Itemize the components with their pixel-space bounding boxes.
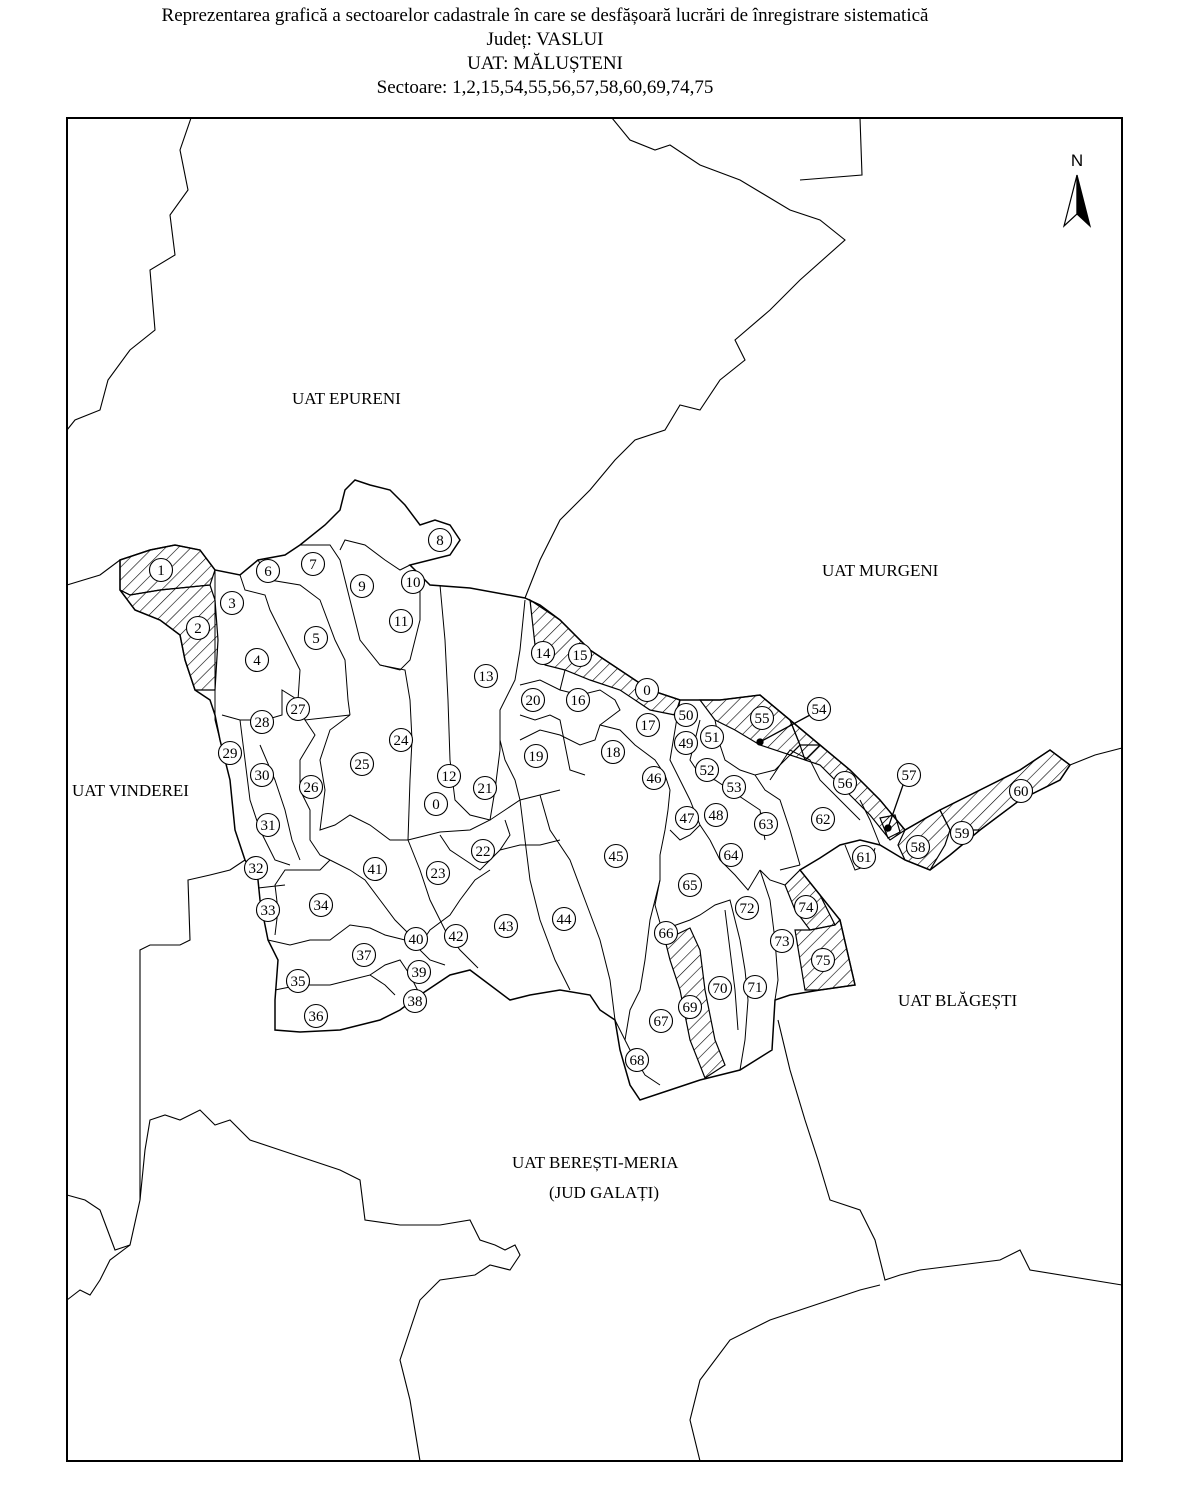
sector-number: 28	[254, 715, 270, 731]
sector-marker-71	[744, 976, 767, 999]
sector-number: 10	[405, 575, 421, 591]
sector-marker-61	[853, 846, 876, 869]
county-label: Județ: VASLUI	[486, 29, 604, 50]
sector-number: 31	[260, 818, 276, 834]
sector-marker-42	[445, 925, 468, 948]
sector-number: 74	[798, 900, 814, 916]
sector-marker-51	[701, 726, 724, 749]
sector-number: 5	[312, 631, 320, 647]
sector-marker-50	[675, 704, 698, 727]
sector-marker-25	[351, 753, 374, 776]
sector-number: 72	[739, 901, 755, 917]
sector-marker-49	[675, 732, 698, 755]
sector-marker-60	[1010, 780, 1033, 803]
sector-number: 14	[535, 646, 551, 662]
sector-marker-40	[405, 928, 428, 951]
sector-marker-75	[812, 949, 835, 972]
uat-blagesti-label: UAT BLĂGEȘTI	[898, 991, 1018, 1010]
sector-number: 44	[556, 912, 572, 928]
uat-beresti-county-label: (JUD GALAȚI)	[549, 1183, 660, 1202]
sector-marker-63	[755, 813, 778, 836]
sector-number: 75	[815, 953, 831, 969]
sector-marker-16	[567, 689, 590, 712]
sector-marker-15	[569, 644, 592, 667]
sector-number: 30	[254, 768, 270, 784]
sector-marker-28	[251, 711, 274, 734]
uat-vinderei-label: UAT VINDEREI	[72, 781, 189, 800]
sector-marker-26	[300, 776, 323, 799]
sector-number: 8	[436, 533, 444, 549]
sector-number: 58	[910, 840, 926, 856]
sector-number: 23	[430, 866, 446, 882]
sector-marker-0	[636, 679, 659, 702]
sector-marker-55	[751, 707, 774, 730]
sector-marker-70	[709, 977, 732, 1000]
sectors-list: Sectoare: 1,2,15,54,55,56,57,58,60,69,74,75	[376, 77, 714, 98]
sector-marker-56	[834, 772, 857, 795]
sector-number: 51	[704, 730, 720, 746]
sector-number: 4	[253, 653, 261, 669]
sector-marker-39	[408, 961, 431, 984]
sector-number: 45	[608, 849, 624, 865]
sector-marker-3	[221, 592, 244, 615]
sector-marker-21	[474, 777, 497, 800]
sector-number: 9	[358, 579, 366, 595]
sector-number: 11	[393, 614, 409, 630]
sector-number: 41	[367, 862, 383, 878]
sector-number: 19	[528, 749, 544, 765]
sector-marker-74	[795, 896, 818, 919]
sector-marker-6	[257, 560, 280, 583]
sector-marker-37	[353, 944, 376, 967]
sector-number: 66	[658, 926, 674, 942]
sector-number: 35	[290, 974, 306, 990]
sector-marker-44	[553, 908, 576, 931]
uat-epureni-label: UAT EPURENI	[292, 389, 401, 408]
sector-number: 38	[407, 994, 423, 1010]
sector-number: 2	[194, 621, 202, 637]
sector-marker-32	[245, 857, 268, 880]
sector-marker-30	[251, 764, 274, 787]
sector-number: 64	[723, 848, 739, 864]
sector-number: 39	[411, 965, 427, 981]
sector-number: 43	[498, 919, 514, 935]
sector-marker-19	[525, 745, 548, 768]
sector-marker-62	[812, 808, 835, 831]
sector-number: 46	[646, 771, 662, 787]
sector-marker-20	[522, 689, 545, 712]
sector-marker-31	[257, 814, 280, 837]
sector-number: 71	[747, 980, 763, 996]
sector-number: 57	[901, 768, 917, 784]
sector-number: 17	[640, 718, 656, 734]
sector-60-area	[940, 750, 1070, 830]
sector-number: 7	[309, 557, 317, 573]
sector-number: 34	[313, 898, 329, 914]
sector-marker-23	[427, 862, 450, 885]
sector-number: 37	[356, 948, 372, 964]
sector-number: 0	[432, 797, 440, 813]
sector-number: 33	[260, 903, 276, 919]
sector-marker-17	[637, 714, 660, 737]
north-arrow-icon	[1064, 151, 1090, 226]
sector-number: 62	[815, 812, 831, 828]
sector-number: 67	[653, 1014, 669, 1030]
sector-marker-58	[907, 836, 930, 859]
sector-marker-73	[771, 930, 794, 953]
sector-marker-53	[723, 776, 746, 799]
sector-number: 1	[157, 563, 165, 579]
uat-beresti-meria-label: UAT BEREȘTI-MERIA	[512, 1153, 679, 1172]
sector-number: 68	[629, 1053, 645, 1069]
sector-number: 54	[811, 702, 827, 718]
sector-number: 48	[708, 808, 724, 824]
sector-marker-45	[605, 845, 628, 868]
sector-number: 55	[754, 711, 770, 727]
sector-marker-9	[351, 575, 374, 598]
sector-number: 13	[478, 669, 494, 685]
sector-number: 36	[308, 1009, 324, 1025]
sector-marker-69	[679, 996, 702, 1019]
sector-number: 50	[678, 708, 694, 724]
sector-marker-67	[650, 1010, 673, 1033]
sector-number: 42	[448, 929, 464, 945]
sector-marker-7	[302, 553, 325, 576]
sector-marker-14	[532, 642, 555, 665]
sector-marker-0	[425, 793, 448, 816]
sector-number: 69	[682, 1000, 698, 1016]
sector-number: 6	[264, 564, 272, 580]
sector-marker-59	[951, 822, 974, 845]
sector-marker-2	[187, 617, 210, 640]
sector-marker-27	[287, 698, 310, 721]
sector-number: 56	[837, 776, 853, 792]
sector-number: 40	[408, 932, 424, 948]
sector-marker-29	[219, 742, 242, 765]
sector-marker-38	[404, 990, 427, 1013]
sector-marker-54	[808, 698, 831, 721]
sector-marker-65	[679, 874, 702, 897]
sector-marker-24	[390, 729, 413, 752]
sector-number: 16	[570, 693, 586, 709]
sector-marker-72	[736, 897, 759, 920]
sector-number: 47	[679, 811, 695, 827]
north-label: N	[1070, 151, 1084, 170]
sector-number: 52	[699, 763, 715, 779]
sector-marker-8	[429, 529, 452, 552]
sector-marker-5	[305, 627, 328, 650]
sector-marker-57	[898, 764, 921, 787]
sector-number: 27	[290, 702, 306, 718]
sector-marker-43	[495, 915, 518, 938]
sector-marker-11	[390, 610, 413, 633]
sector-number: 61	[856, 850, 872, 866]
sector-marker-48	[705, 804, 728, 827]
uat-murgeni-label: UAT MURGENI	[822, 561, 939, 580]
sector-marker-35	[287, 970, 310, 993]
sector-marker-10	[402, 571, 425, 594]
sector-number: 29	[222, 746, 238, 762]
sector-number: 59	[954, 826, 970, 842]
sector-number: 26	[303, 780, 319, 796]
sector-number: 53	[726, 780, 742, 796]
sector-number: 73	[774, 934, 790, 950]
sector-marker-22	[472, 840, 495, 863]
sector-number: 20	[525, 693, 541, 709]
sector-marker-18	[602, 741, 625, 764]
sector-number: 3	[228, 596, 236, 612]
sector-marker-68	[626, 1049, 649, 1072]
sector-marker-4	[246, 649, 269, 672]
sector-number: 18	[605, 745, 621, 761]
sector-marker-41	[364, 858, 387, 881]
sector-marker-47	[676, 807, 699, 830]
sector-marker-52	[696, 759, 719, 782]
sector-marker-66	[655, 922, 678, 945]
sector-marker-64	[720, 844, 743, 867]
sector-marker-13	[475, 665, 498, 688]
sector-marker-36	[305, 1005, 328, 1028]
sector-marker-34	[310, 894, 333, 917]
neighbor-boundaries	[67, 118, 1122, 1461]
sector-number: 65	[682, 878, 698, 894]
sector-number: 22	[475, 844, 491, 860]
sector-number: 25	[354, 757, 370, 773]
sector-number: 63	[758, 817, 774, 833]
sector-number: 12	[441, 769, 457, 785]
sector-number: 49	[678, 736, 694, 752]
sector-number: 70	[712, 981, 728, 997]
sector-marker-1	[150, 559, 173, 582]
sector-number: 24	[393, 733, 409, 749]
sector-number: 60	[1013, 784, 1029, 800]
map-title: Reprezentarea grafică a sectoarelor cadastrale în care se desfășoară lucrări de înregistrare sistematică	[161, 5, 929, 26]
sector-marker-46	[643, 767, 666, 790]
sector-number: 15	[572, 648, 588, 664]
sector-number: 32	[248, 861, 264, 877]
uat-label: UAT: MĂLUȘTENI	[467, 53, 623, 74]
sector-marker-12	[438, 765, 461, 788]
sector-number: 0	[643, 683, 651, 699]
sector-marker-33	[257, 899, 280, 922]
sector-number: 21	[477, 781, 493, 797]
map-frame	[67, 118, 1122, 1461]
